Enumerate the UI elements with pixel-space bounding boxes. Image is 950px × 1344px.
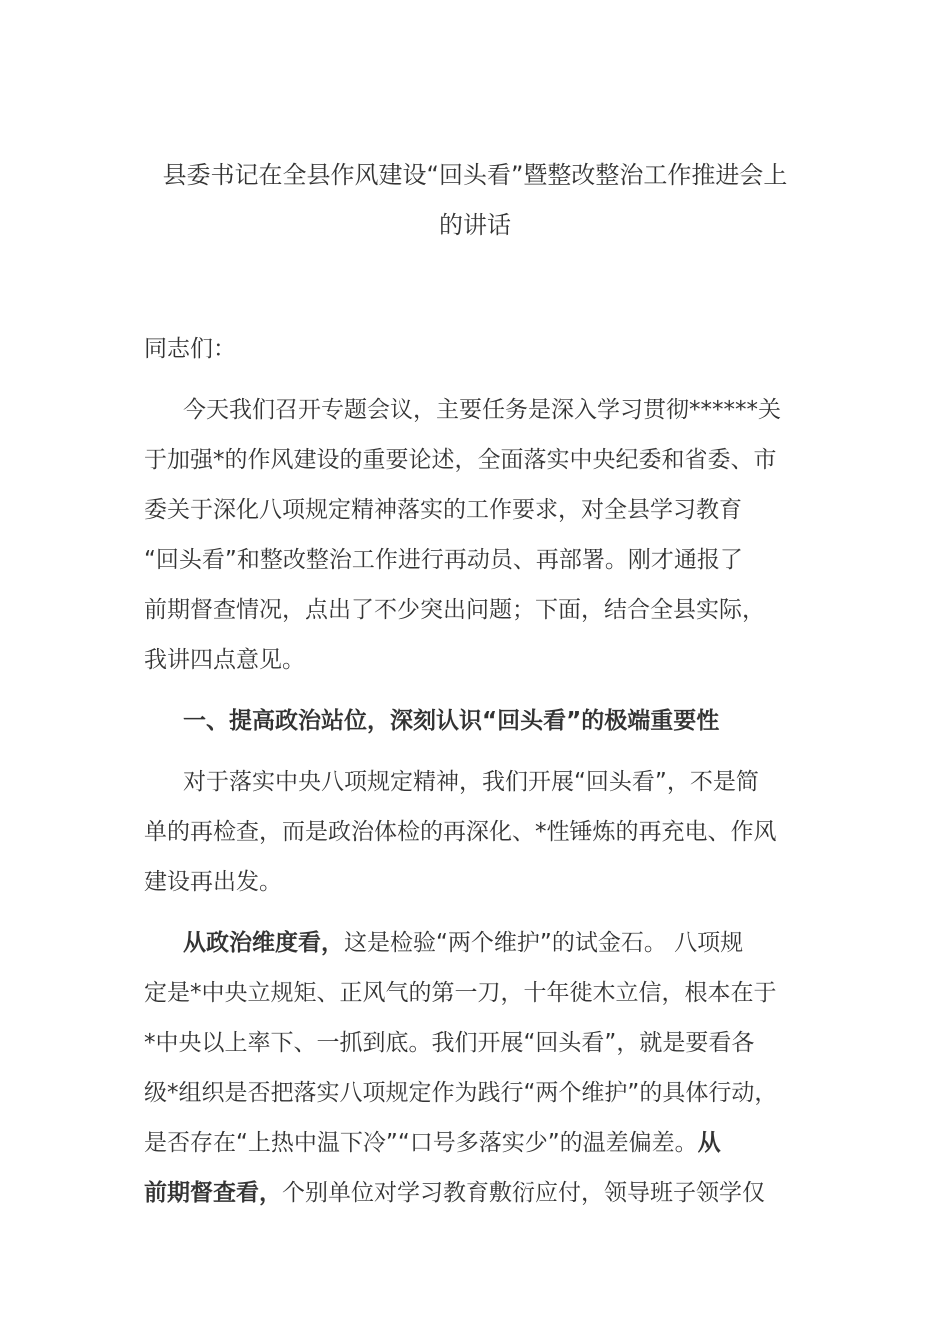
paragraph-2-line: 单的再检查，而是政治体检的再深化、*性锤炼的再充电、作风: [144, 819, 777, 845]
paragraph-1-line: 前期督查情况，点出了不少突出问题；下面，结合全县实际，: [144, 597, 765, 623]
section-heading-1: 一、提高政治站位，深刻认识“回头看”的极端重要性: [183, 708, 720, 734]
greeting: 同志们：: [144, 336, 236, 362]
paragraph-1-line: 今天我们召开专题会议，主要任务是深入学习贯彻******关: [183, 397, 781, 423]
document-title-line-2: 的讲话: [439, 211, 511, 239]
paragraph-3-line: *中央以上率下、一抓到底。我们开展“回头看”，就是要看各: [144, 1030, 755, 1056]
paragraph-3-line-5-bold: 从: [697, 1130, 721, 1156]
paragraph-3-line: 级*组织是否把落实八项规定作为践行“两个维护”的具体行动，: [144, 1080, 778, 1106]
paragraph-2-line: 建设再出发。: [144, 869, 282, 895]
paragraph-3-line-6-bold: 前期督查看，: [144, 1180, 282, 1206]
paragraph-1-line: “回头看”和整改整治工作进行再动员、再部署。刚才通报了: [144, 547, 743, 573]
paragraph-3-line: [183, 930, 743, 956]
paragraph-1-line: 于加强*的作风建设的重要论述，全面落实中央纪委和省委、市: [144, 447, 777, 473]
paragraph-1-line: 我讲四点意见。: [144, 647, 305, 673]
paragraph-3-lead: 从政治维度看，: [183, 930, 344, 956]
paragraph-3-line-1-text: 这是检验“两个维护”的试金石。 八项规: [344, 930, 744, 956]
paragraph-3-line-5-text: 是否存在“上热中温下冷”“口号多落实少”的温差偏差。: [144, 1130, 698, 1156]
paragraph-2-line: 对于落实中央八项规定精神，我们开展“回头看”，不是简: [183, 769, 759, 795]
paragraph-3-line-6-text: 个别单位对学习教育敷衍应付，领导班子领学仅: [282, 1180, 765, 1206]
paragraph-3-line: 定是*中央立规矩、正风气的第一刀，十年徙木立信，根本在于: [144, 980, 777, 1006]
paragraph-3-line: [144, 1130, 721, 1156]
paragraph-3-line: [144, 1180, 765, 1206]
document-title-line-1: 县委书记在全县作风建设“回头看”暨整改整治工作推进会上: [162, 161, 788, 189]
paragraph-1-line: 委关于深化八项规定精神落实的工作要求，对全县学习教育: [144, 497, 742, 523]
